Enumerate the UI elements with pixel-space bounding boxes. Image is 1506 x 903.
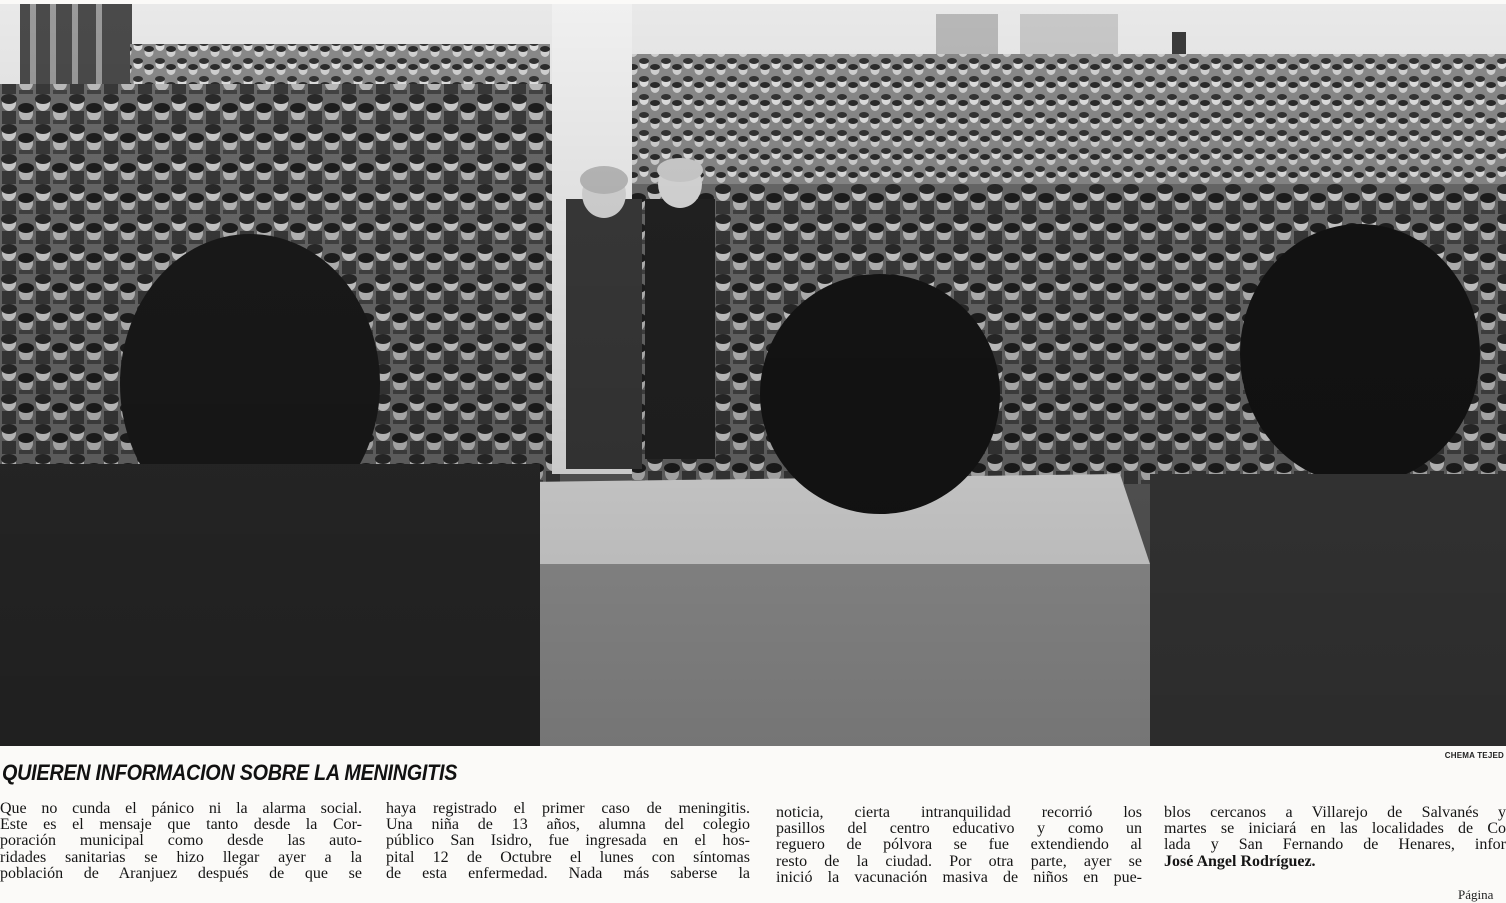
column-line: lada y San Fernando de Henares, infor <box>1164 836 1506 854</box>
column-line: ridades sanitarias se hizo llegar ayer a la <box>0 848 362 866</box>
column-line: noticia, cierta intranquilidad recorrió los <box>776 804 1142 821</box>
column-line: reguero de pólvora se fue extendiendo al <box>776 836 1142 854</box>
column-line: pasillos del centro educativo y como un <box>776 820 1142 838</box>
column-line: población de Aranjuez después de que se <box>0 864 362 882</box>
article-column-4 <box>1164 805 1506 870</box>
column-line: blos cercanos a Villarejo de Salvanés y <box>1164 804 1506 821</box>
column-line: de esta enfermedad. Nada más saberse la <box>386 864 750 882</box>
photo-illustration <box>0 4 1506 746</box>
article-column-1 <box>0 801 362 882</box>
column-line: inició la vacunación masiva de niños en pue- <box>776 868 1142 886</box>
column-line: martes se iniciará en las localidades de Co <box>1164 820 1506 838</box>
news-photo-meeting-audience <box>0 4 1506 746</box>
article-column-3 <box>776 805 1142 886</box>
column-line: poración municipal como desde las auto- <box>0 832 362 850</box>
column-line: público San Isidro, fue ingresada en el hos- <box>386 832 750 850</box>
column-line: resto de la ciudad. Por otra parte, ayer se <box>776 852 1142 870</box>
column-line: haya registrado el primer caso de meningitis. <box>386 800 750 817</box>
column-line: Este es el mensaje que tanto desde la Cor- <box>0 816 362 834</box>
column-line: pital 12 de Octubre el lunes con síntomas <box>386 848 750 866</box>
photo-credit: CHEMA TEJED <box>1444 751 1504 760</box>
article-author: José Angel Rodríguez. <box>1164 852 1316 870</box>
column-line: Una niña de 13 años, alumna del colegio <box>386 816 750 834</box>
page-label: Página <box>1458 887 1494 902</box>
column-line: Que no cunda el pánico ni la alarma social. <box>0 800 362 817</box>
article-headline: QUIEREN INFORMACION SOBRE LA MENINGITIS <box>2 760 458 785</box>
article-column-2 <box>386 801 750 882</box>
